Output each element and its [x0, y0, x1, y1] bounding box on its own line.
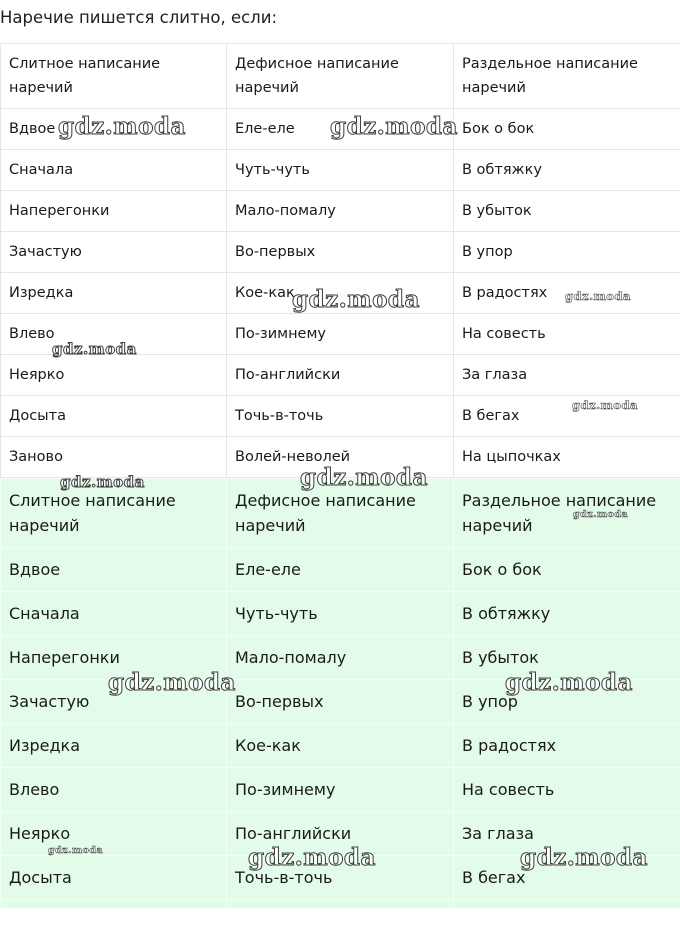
table-row	[1, 437, 680, 478]
table-cell: В обтяжку	[454, 150, 680, 191]
table-row	[1, 150, 680, 191]
table-cell-empty	[454, 900, 680, 909]
table-header-row	[1, 44, 680, 109]
table-cell: Бок о бок	[454, 109, 680, 150]
table-cell: Наперегонки	[1, 636, 227, 680]
table-cell: Заново	[1, 437, 227, 478]
table-cell: В бегах	[454, 396, 680, 437]
table-cell: Бок о бок	[454, 548, 680, 592]
table-cell: По-английски	[227, 355, 454, 396]
watermark: gdz.moda	[248, 844, 376, 871]
table-cell: Зачастую	[1, 232, 227, 273]
table-cell: Мало-помалу	[227, 191, 454, 232]
table-cell-empty	[227, 900, 454, 909]
table-cell: Кое-как	[227, 273, 454, 314]
table-cell: Волей-неволей	[227, 437, 454, 478]
table-cell: В убыток	[454, 191, 680, 232]
adverbs-table-highlighted	[0, 478, 680, 909]
table-cell: Чуть-чуть	[227, 150, 454, 191]
table-cell: На цыпочках	[454, 437, 680, 478]
watermark: gdz.moda	[330, 113, 458, 140]
table-cell: В радостях	[454, 273, 680, 314]
table-cell: Зачастую	[1, 680, 227, 724]
table-cell: Точь-в-точь	[227, 396, 454, 437]
table-cell: Влево	[1, 768, 227, 812]
table-row	[1, 273, 680, 314]
table-cell: По-зимнему	[227, 314, 454, 355]
table-cell: На совесть	[454, 314, 680, 355]
table-row	[1, 232, 680, 273]
table-cell: Досыта	[1, 396, 227, 437]
watermark: gdz.moda	[572, 398, 638, 412]
table-row	[1, 109, 680, 150]
watermark: gdz.moda	[48, 845, 104, 856]
table-cell: В обтяжку	[454, 592, 680, 636]
table-row	[1, 314, 680, 355]
table-cell: Наперегонки	[1, 191, 227, 232]
table-row	[1, 768, 680, 812]
table-cell: Кое-как	[227, 724, 454, 768]
table-cell: Неярко	[1, 355, 227, 396]
table-row	[1, 191, 680, 232]
table-cell: Сначала	[1, 150, 227, 191]
header-cell: Раздельное написание наречий	[454, 479, 680, 548]
watermark: gdz.moda	[505, 669, 633, 696]
table-cell: Во-первых	[227, 232, 454, 273]
header-cell: Раздельное написание наречий	[454, 44, 680, 109]
watermark: gdz.moda	[565, 289, 631, 303]
table-row-partial	[1, 900, 680, 909]
table-row	[1, 396, 680, 437]
header-cell: Дефисное написание наречий	[227, 479, 454, 548]
table-cell: По-английски	[227, 812, 454, 856]
table-row	[1, 724, 680, 768]
intro-text: Наречие пишется слитно, если:	[0, 8, 278, 27]
header-cell: Слитное написание наречий	[1, 479, 227, 548]
table-cell: За глаза	[454, 812, 680, 856]
watermark: gdz.moda	[60, 473, 145, 491]
watermark: gdz.moda	[520, 844, 648, 871]
table-row	[1, 592, 680, 636]
header-cell: Дефисное написание наречий	[227, 44, 454, 109]
table-row	[1, 548, 680, 592]
watermark: gdz.moda	[573, 509, 629, 520]
table-cell: Чуть-чуть	[227, 592, 454, 636]
watermark: gdz.moda	[300, 464, 428, 491]
table-cell: Влево	[1, 314, 227, 355]
watermark: gdz.moda	[292, 286, 420, 313]
table-row	[1, 680, 680, 724]
table-cell: Изредка	[1, 724, 227, 768]
table-cell: По-зимнему	[227, 768, 454, 812]
watermark: gdz.moda	[108, 669, 236, 696]
table-cell: Еле-еле	[227, 548, 454, 592]
table-cell: Мало-помалу	[227, 636, 454, 680]
adverbs-table	[0, 43, 680, 478]
table-cell: В бегах	[454, 856, 680, 900]
table-cell: Неярко	[1, 812, 227, 856]
table-cell: Точь-в-точь	[227, 856, 454, 900]
table-cell: В упор	[454, 680, 680, 724]
table-cell-empty	[1, 900, 227, 909]
table-cell: Сначала	[1, 592, 227, 636]
table-cell: Еле-еле	[227, 109, 454, 150]
watermark: gdz.moda	[58, 113, 186, 140]
table-cell: Вдвое	[1, 109, 227, 150]
table-cell: Вдвое	[1, 548, 227, 592]
table-cell: В упор	[454, 232, 680, 273]
table-row	[1, 856, 680, 900]
table-row	[1, 812, 680, 856]
table-cell: Во-первых	[227, 680, 454, 724]
table-cell: На совесть	[454, 768, 680, 812]
table-cell: Изредка	[1, 273, 227, 314]
table-cell: В радостях	[454, 724, 680, 768]
table-row	[1, 355, 680, 396]
table-header-row	[1, 479, 680, 548]
header-cell: Слитное написание наречий	[1, 44, 227, 109]
table-cell: В убыток	[454, 636, 680, 680]
table-row	[1, 636, 680, 680]
watermark: gdz.moda	[52, 340, 137, 358]
table-cell: Досыта	[1, 856, 227, 900]
table-cell: За глаза	[454, 355, 680, 396]
